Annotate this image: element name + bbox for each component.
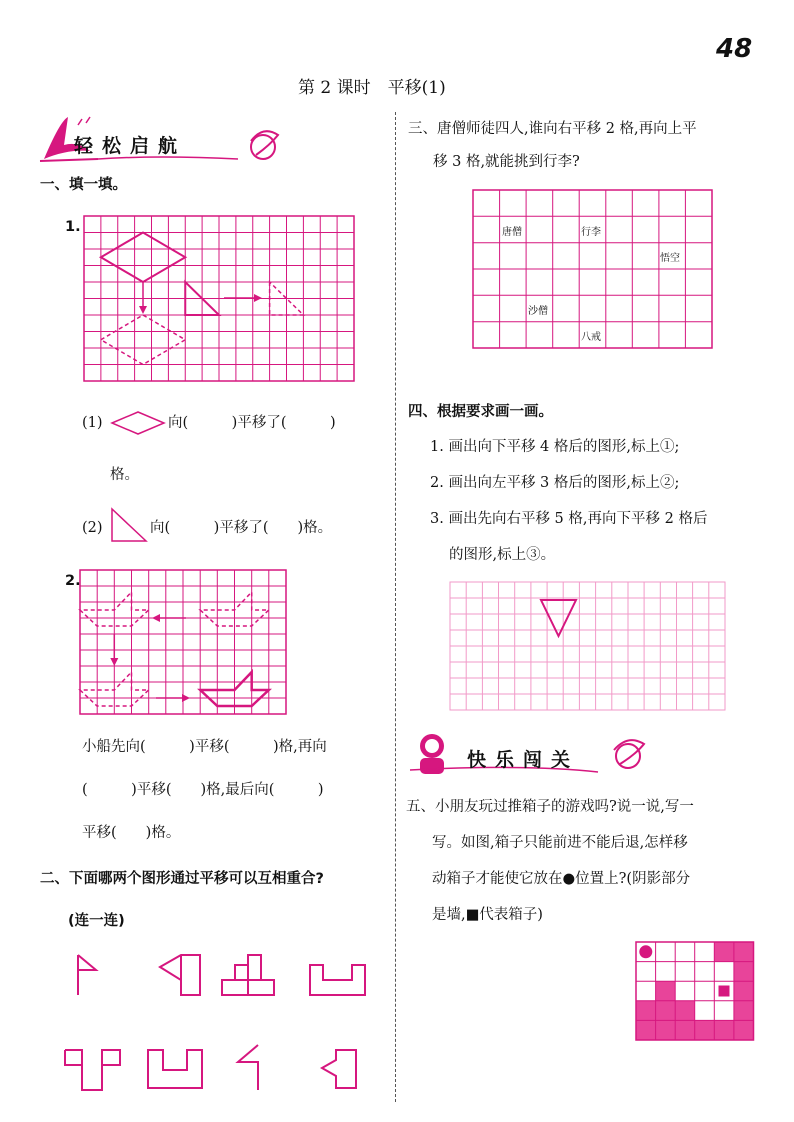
q1-2-text: 向( )平移了( )格。 [150, 520, 333, 536]
sec5-line1: 五、小朋友玩过推箱子的游戏吗?说一说,写一 [406, 799, 694, 815]
label-tangseng: 唐僧 [502, 227, 522, 238]
q2-text-line3: 平移( )格。 [82, 825, 181, 841]
page-number: 48 [716, 34, 753, 64]
sec5-line2: 写。如图,箱子只能前进不能后退,怎样移 [432, 835, 688, 851]
rhombus-shape [110, 410, 166, 436]
q1-1-end: 格。 [110, 467, 139, 483]
q2-text-line1: 小船先向( )平移( )格,再向 [82, 739, 327, 755]
q1-1-text: 向( )平移了( ) [168, 415, 336, 431]
sec3-line2: 移 3 格,就能挑到行李? [433, 154, 580, 170]
shape-cross [65, 1050, 120, 1090]
sec5-line3: 动箱子才能使它放在●位置上?(阴影部分 [432, 871, 691, 887]
shape-steps [222, 955, 274, 995]
shape-flag-1 [78, 955, 96, 995]
sec4-item1: 1. 画出向下平移 4 格后的图形,标上①; [430, 439, 680, 455]
shape-flag-3 [238, 1045, 258, 1090]
box-puzzle-grid [636, 942, 756, 1044]
shape-u-1 [310, 965, 365, 995]
sec4-item3-line1: 3. 画出先向右平移 5 格,再向下平移 2 格后 [430, 511, 708, 527]
q2-number: 2. [65, 573, 81, 589]
sec4-item2: 2. 画出向左平移 3 格后的图形,标上②; [430, 475, 680, 491]
sec4-heading: 四、根据要求画一画。 [408, 404, 553, 420]
sec2-sub: (连一连) [68, 913, 125, 929]
banner-left-title: 轻松启航 [74, 135, 187, 157]
shape-flag-4 [322, 1050, 356, 1088]
q2-text-line2: ( )平移( )格,最后向( ) [82, 782, 324, 798]
q1-1-prefix: (1) [82, 415, 103, 431]
label-wukong: 悟空 [660, 253, 680, 264]
banner-right-title: 快乐闯关 [467, 749, 580, 771]
q1-number: 1. [65, 219, 81, 235]
sec1-heading: 一、填一填。 [40, 177, 127, 193]
lesson-title: 第 2 课时 平移(1) [298, 78, 446, 98]
grid-sec4 [450, 582, 728, 714]
box-square [719, 986, 730, 997]
match-shapes [60, 950, 380, 1100]
label-shaseng: 沙僧 [528, 306, 548, 317]
label-bajie: 八戒 [581, 332, 601, 343]
column-divider [395, 112, 396, 1102]
sec5-line4: 是墙,■代表箱子) [432, 907, 543, 923]
sec3-line1: 三、唐僧师徒四人,谁向右平移 2 格,再向上平 [408, 121, 697, 137]
sec4-item3-line2: 的图形,标上③。 [449, 547, 556, 563]
triangle-shape [110, 507, 150, 543]
shape-u-2 [148, 1050, 202, 1088]
q1-2-prefix: (2) [82, 520, 103, 536]
sec2-heading: 二、下面哪两个图形通过平移可以互相重合? [40, 871, 324, 887]
shape-flag-2 [160, 955, 200, 995]
grid-q1 [84, 216, 356, 386]
label-luggage: 行李 [581, 227, 601, 238]
grid-q2 [80, 570, 290, 718]
target-dot [639, 945, 652, 958]
